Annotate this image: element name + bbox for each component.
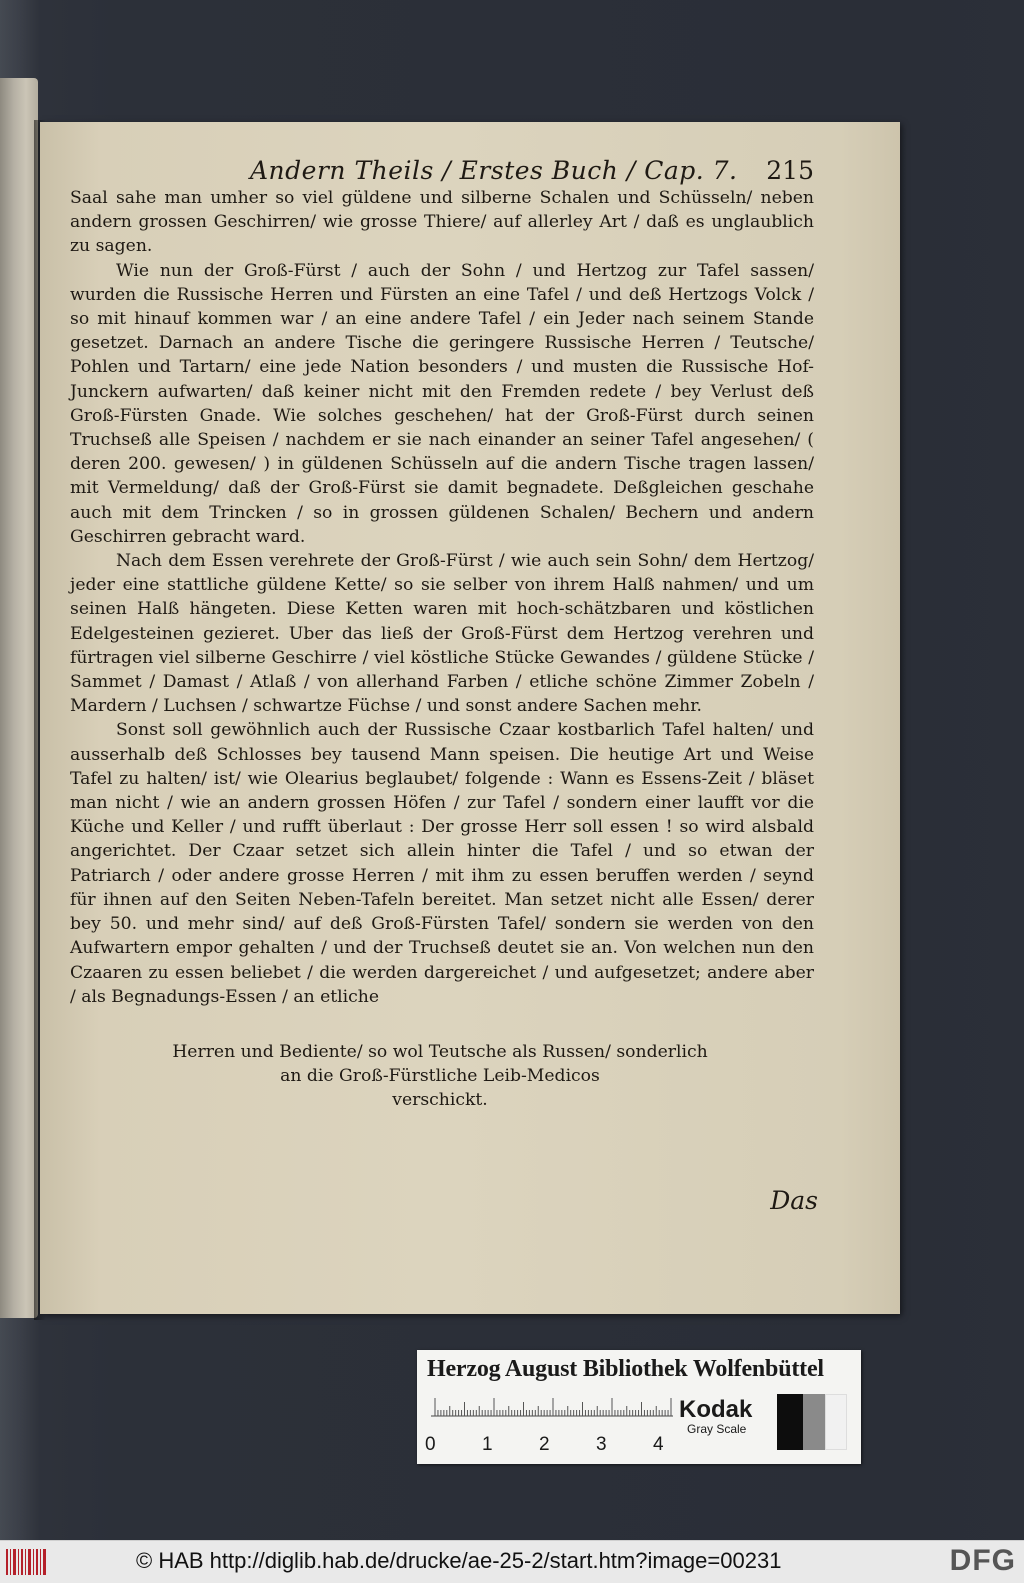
paragraph: Wie nun der Groß-Fürst / auch der Sohn / und Hertzog zur Tafel sassen/ wurden die Russische Herren und Fürsten an eine Tafel / und deß Hertzogs Volck / so mit hinauf kommen war / an eine andere Tafel / ein Jeder nach seinem Stande gesetzet. Darnach an andere Tische die geringere Russische Herren / Teutsche/ Pohlen und Tartarn/ eine jede Nation besonders / und musten die Russische Hof-Junckern aufwarten/ daß keiner nicht mit den Fremden redete / bey Verlust deß Groß-Fürsten Gnade. Wie solches geschehen/ hat der Groß-Fürst durch seinen Truchseß alle Speisen / nachdem er sie nach einander an seiner Tafel angesehen/ ( deren 200. gewesen/ ) in güldenen Schüsseln auf die andern Tische tragen lassen/ mit Vermeldung/ daß der Groß-Fürst sie damit begnadete. Deßgleichen geschahe auch mit dem Trincken / so in grossen güldenen Schalen/ Bechern und andern Geschirren gebracht ward. [70,260,814,547]
ruler-numbers [425,1434,685,1458]
page-number: 215 [766,156,814,185]
paragraph: Nach dem Essen verehrete der Groß-Fürst / wie auch sein Sohn/ dem Hertzog/ jeder eine stattliche güldene Kette/ so sie selber von ihrem Halß nahmen/ und um seinen Halß hängeten. Diese Ketten waren mit hoch-schätzbaren und köstlichen Edelgesteinen gezieret. Uber das ließ der Groß-Fürst dem Hertzog verehren und fürtragen viel silberne Geschirre / viel köstliche Stücke Gewandes / güldene Stücke / Sammet / Damast / Atlaß / von allerhand Farben / etliche schöne Zimmer Zobeln / Mardern / Luchsen / schwartze Füchse / und sonst andere Sachen mehr. [70,551,814,717]
closing-line: an die Groß-Fürstliche Leib-Medicos [280,1066,600,1087]
source-link[interactable]: © HAB http://diglib.hab.de/drucke/ae-25-2/start.htm?image=00231 [136,1548,782,1573]
ruler-number: 2 [539,1434,550,1455]
paragraph: Sonst soll gewöhnlich auch der Russische Czaar kostbarlich Tafel halten/ und ausserhalb deß Schlosses bey tausend Mann speisen. Die heutige Art und Weise Tafel zu halten/ ist/ wie Olearius beglaubet/ folgende : Wann es Essens-Zeit / bläset man nicht / wie an andern grossen Höfen / zur Tafel / sondern einer laufft vor die Küche und Keller / und rufft überlaut : Der grosse Herr soll essen ! so wird alsbald angerichtet. Der Czaar setzet sich allein hinter die Tafel / und so etwan der Patriarch / oder andere grosse Herren / mit ihm zu essen beruffen werden / seynd für ihnen auf den Seiten Neben-Tafeln bereitet. Man setzet nicht alle Essen/ derer bey 50. und mehr sind/ auf deß Groß-Fürsten Tafel/ sondern sie werden von den Aufwartern empor gehalten / und der Truchseß deutet sie an. Von welchen nun den Czaaren zu essen beliebet / die werden dargereichet / und aufgesetzet; andere aber / als Begnadungs-Essen / an etliche [70,720,814,1007]
ruler-number: 0 [425,1434,436,1455]
dfg-logo: DFG [949,1544,1016,1577]
ruler-scale-icon [431,1396,673,1432]
closing-lines [40,1040,840,1113]
barcode-icon [4,1545,50,1579]
black-swatch [777,1394,803,1450]
ruler-number: 1 [482,1434,493,1455]
body-text [70,186,814,1009]
closing-line: Herren und Bediente/ so wol Teutsche als Russen/ sonderlich [172,1042,708,1062]
gray-swatch [803,1394,825,1450]
previous-page-edge [0,78,38,1318]
library-scale-card [417,1350,861,1464]
paragraph: Saal sahe man umher so viel güldene und silberne Schalen und Schüsseln/ neben andern grossen Geschirren/ wie grosse Thiere/ auf allerley Art / daß es unglaublich zu sagen. [70,188,814,257]
kodak-brand: Kodak [679,1396,753,1423]
library-name: Herzog August Bibliothek Wolfenbüttel [427,1356,824,1382]
gray-scale-label: Gray Scale [687,1422,747,1436]
running-header: Andern Theils / Erstes Buch / Cap. 7. [250,156,738,185]
ruler-number: 4 [653,1434,664,1455]
footer-bar [0,1540,1024,1583]
white-swatch [825,1394,847,1450]
book-page [40,122,900,1314]
catchword: Das [770,1186,818,1215]
closing-line: verschickt. [392,1090,488,1111]
ruler-number: 3 [596,1434,607,1455]
